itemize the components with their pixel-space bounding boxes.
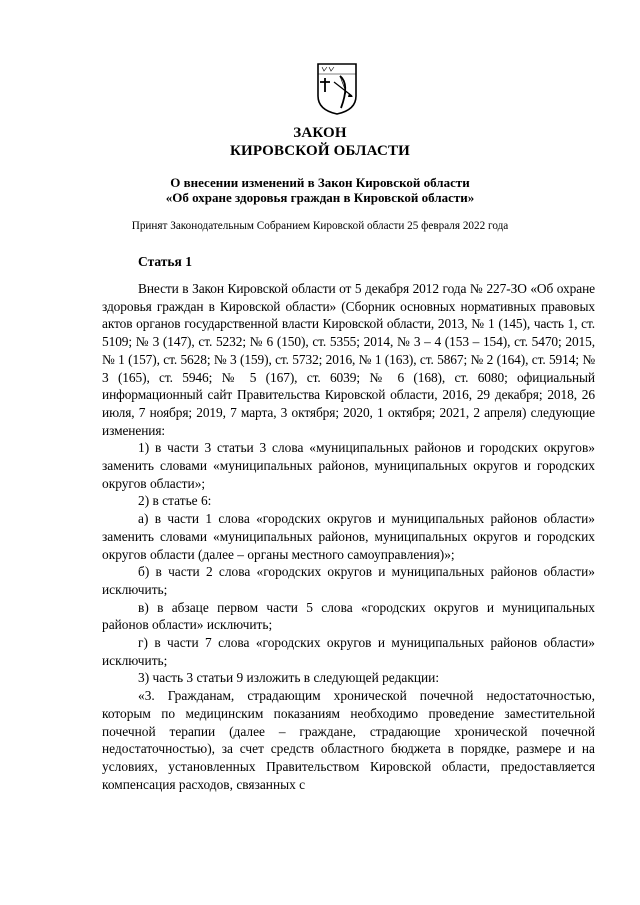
paragraph-item-2d: г) в части 7 слова «городских округов и муниципальных районов области» исключить;	[102, 635, 595, 668]
paragraph-item-2: 2) в статье 6:	[138, 493, 212, 509]
article-body	[102, 280, 595, 793]
paragraph-intro: Внести в Закон Кировской области от 5 декабря 2012 года № 227-ЗО «Об охране здоровья граждан в Кировской области» (Сборник основных нормативных правовых актов органов государственной власти Кировской области, 2013, № 1 (145), часть 1, ст. 5109; № 3 (147), ст. 5232; № 6 (150), ст. 5355; 2014, № 3 – 4 (153 – 154), ст. 5470; 2015, № 1 (157), ст. 5628; № 3 (159), ст. 5732; 2016, № 1 (163), ст. 5867; № 2 (164), ст. 5914; № 3 (165), ст. 5946; № 5 (167), ст. 6039; № 6 (168), ст. 6080; официальный информационный сайт Правительства Кировской области, 2016, 29 декабря; 2018, 26 июля, 7 ноября; 2019, 7 марта, 3 октября; 2020, 1 октября; 2021, 2 апреля) следующие изменения:	[102, 281, 595, 438]
paragraph-item-1: 1) в части 3 статьи 3 слова «муниципальных районов и городских округов» заменить словами «муниципальных районов, муниципальных округов и городских округов области»;	[102, 440, 595, 491]
paragraph-item-2b: б) в части 2 слова «городских округов и муниципальных районов области» исключить;	[102, 564, 595, 597]
paragraph-quoted-part-3: «3. Гражданам, страдающим хронической почечной недостаточностью, которым по медицинским показаниям необходимо проведение заместительной почечной терапии (далее – граждане, страдающие хронической почечной недостаточностью), за счет средств областного бюджета в порядке, размере и на условиях, установленных Правительством Кировской области, предоставляется компенсация расходов, связанных с	[102, 688, 595, 792]
law-region: КИРОВСКОЙ ОБЛАСТИ	[229, 143, 411, 159]
law-title: ЗАКОН	[293, 125, 347, 141]
paragraph-item-3: 3) часть 3 статьи 9 изложить в следующей редакции:	[138, 670, 440, 686]
law-subtitle-line1: О внесении изменений в Закон Кировской области	[170, 175, 470, 190]
kirov-coat-of-arms-icon	[316, 62, 358, 116]
paragraph-item-2a: а) в части 1 слова «городских округов и муниципальных районов области» заменить словами «муниципальных районов, муниципальных округов и городских округов области (далее – органы местного самоуправления)»;	[102, 511, 595, 562]
paragraph-item-2c: в) в абзаце первом части 5 слова «городских округов и муниципальных районов области» исключить;	[102, 599, 595, 633]
article-heading: Статья 1	[138, 254, 192, 269]
law-subtitle-line2: «Об охране здоровья граждан в Кировской области»	[165, 190, 475, 205]
adoption-note: Принят Законодательным Собранием Кировской области 25 февраля 2022 года	[131, 220, 509, 232]
